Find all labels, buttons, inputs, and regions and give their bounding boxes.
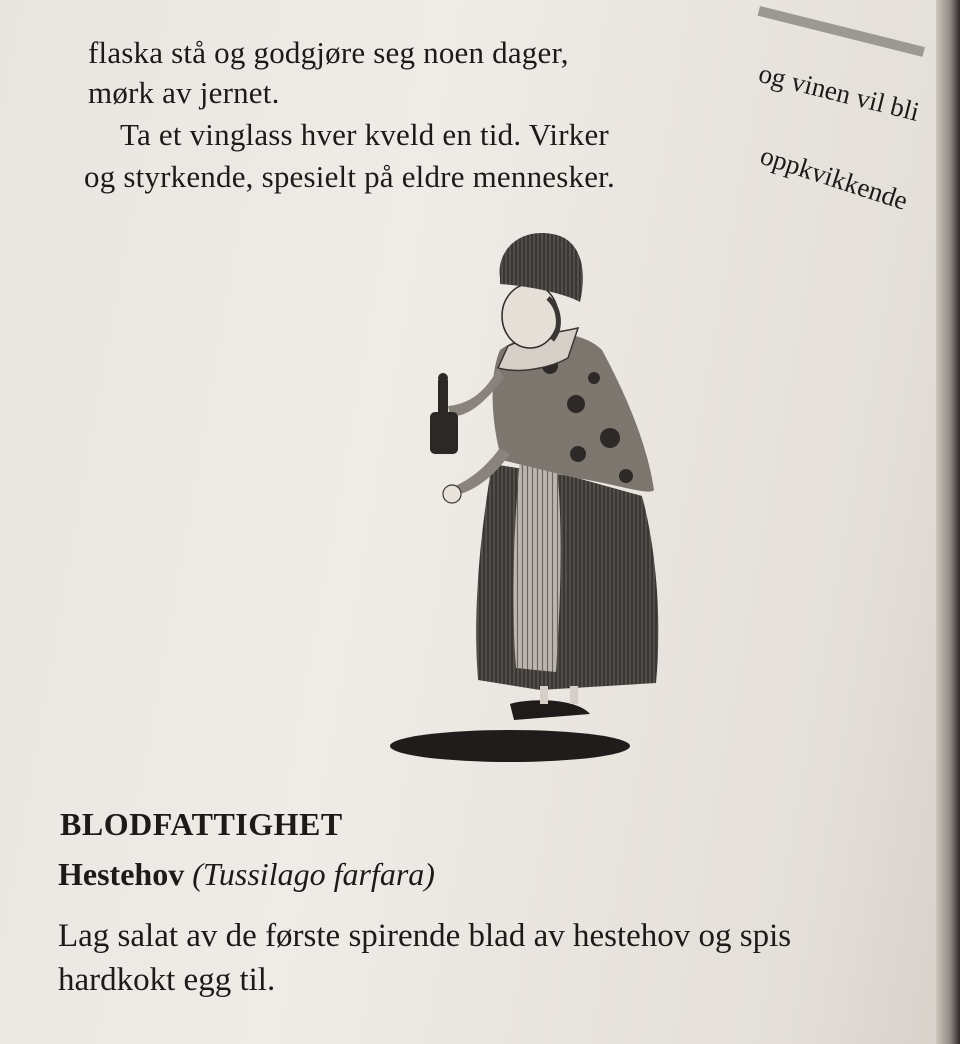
- text-line-2: mørk av jernet.: [88, 75, 280, 110]
- book-spine-edge: [936, 0, 960, 1044]
- text-line-3: [120, 118, 609, 152]
- figure-hand: [443, 485, 461, 503]
- text-line-4: og styrkende, spesielt på eldre mennesker.: [84, 159, 615, 194]
- bottle-icon: [430, 412, 458, 454]
- text-line-1: [88, 36, 569, 70]
- figure-shadow: [390, 730, 630, 762]
- text-line-3-tail: oppkvikkende: [756, 140, 912, 216]
- body-text-line-1: Lag salat av de første spirende blad av hestehov og spis: [58, 918, 792, 954]
- text-line-1-tail: og vinen vil bli: [755, 58, 923, 127]
- page-top-rule: [758, 6, 925, 57]
- figure-apron: [513, 458, 560, 672]
- figure-skirt: [476, 464, 658, 690]
- figure-face: [502, 284, 558, 348]
- plant-name: Hestehov: [58, 856, 185, 892]
- woman-with-bottle-engraving-icon: [380, 228, 680, 774]
- text-line-3-main: Ta et vinglass hver kveld en tid. Virker: [120, 117, 609, 152]
- text-line-1-main: flaska stå og godgjøre seg noen dager,: [88, 35, 569, 70]
- plant-latin-name: (Tussilago farfara): [192, 856, 435, 892]
- section-heading: BLODFATTIGHET: [60, 806, 343, 842]
- plant-subheading: [58, 856, 435, 893]
- body-text-line-2: hardkokt egg til.: [58, 962, 276, 998]
